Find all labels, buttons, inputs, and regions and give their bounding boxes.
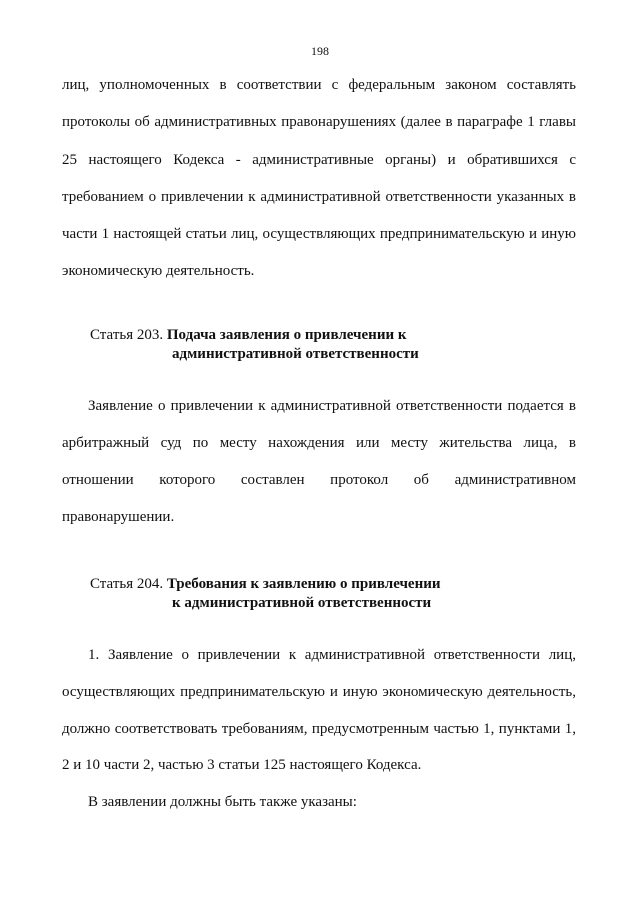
text-line: отношении которого составлен протокол об административном	[62, 472, 576, 488]
text-line: правонарушении.	[62, 509, 175, 525]
text-line: осуществляющих предпринимательскую и иную экономическую деятельность,	[62, 684, 576, 700]
text-line: В заявлении должны быть также указаны:	[88, 794, 357, 810]
text-line: требованием о привлечении к административной ответственности указанных в	[62, 189, 576, 205]
text-line: 1. Заявление о привлечении к административной ответственности лиц,	[88, 647, 576, 663]
text-line: арбитражный суд по месту нахождения или месту жительства лица, в	[62, 435, 576, 451]
article-number: Статья 204.	[90, 576, 164, 592]
article-title-line	[90, 575, 441, 593]
article-number: Статья 203.	[90, 327, 164, 343]
page-number: 198	[311, 44, 329, 58]
text-line: экономическую деятельность.	[62, 263, 255, 279]
text-line: 2 и 10 части 2, частью 3 статьи 125 настоящего Кодекса.	[62, 757, 422, 773]
article-title: к административной ответственности	[172, 595, 432, 611]
article-title-line	[90, 326, 407, 344]
text-line: Заявление о привлечении к административной ответственности подается в	[88, 398, 576, 414]
text-line: 25 настоящего Кодекса - административные органы) и обратившихся с	[62, 152, 576, 168]
article-title: Требования к заявлению о привлечении	[166, 576, 441, 592]
article-title: Подача заявления о привлечении к	[166, 327, 407, 343]
text-line: лиц, уполномоченных в соответствии с федеральным законом составлять	[62, 77, 576, 93]
text-line: части 1 настоящей статьи лиц, осуществляющих предпринимательскую и иную	[62, 226, 576, 242]
text-line: протоколы об административных правонарушениях (далее в параграфе 1 главы	[62, 114, 576, 130]
text-line: должно соответствовать требованиям, предусмотренным частью 1, пунктами 1,	[62, 721, 576, 737]
article-title: административной ответственности	[172, 346, 419, 362]
